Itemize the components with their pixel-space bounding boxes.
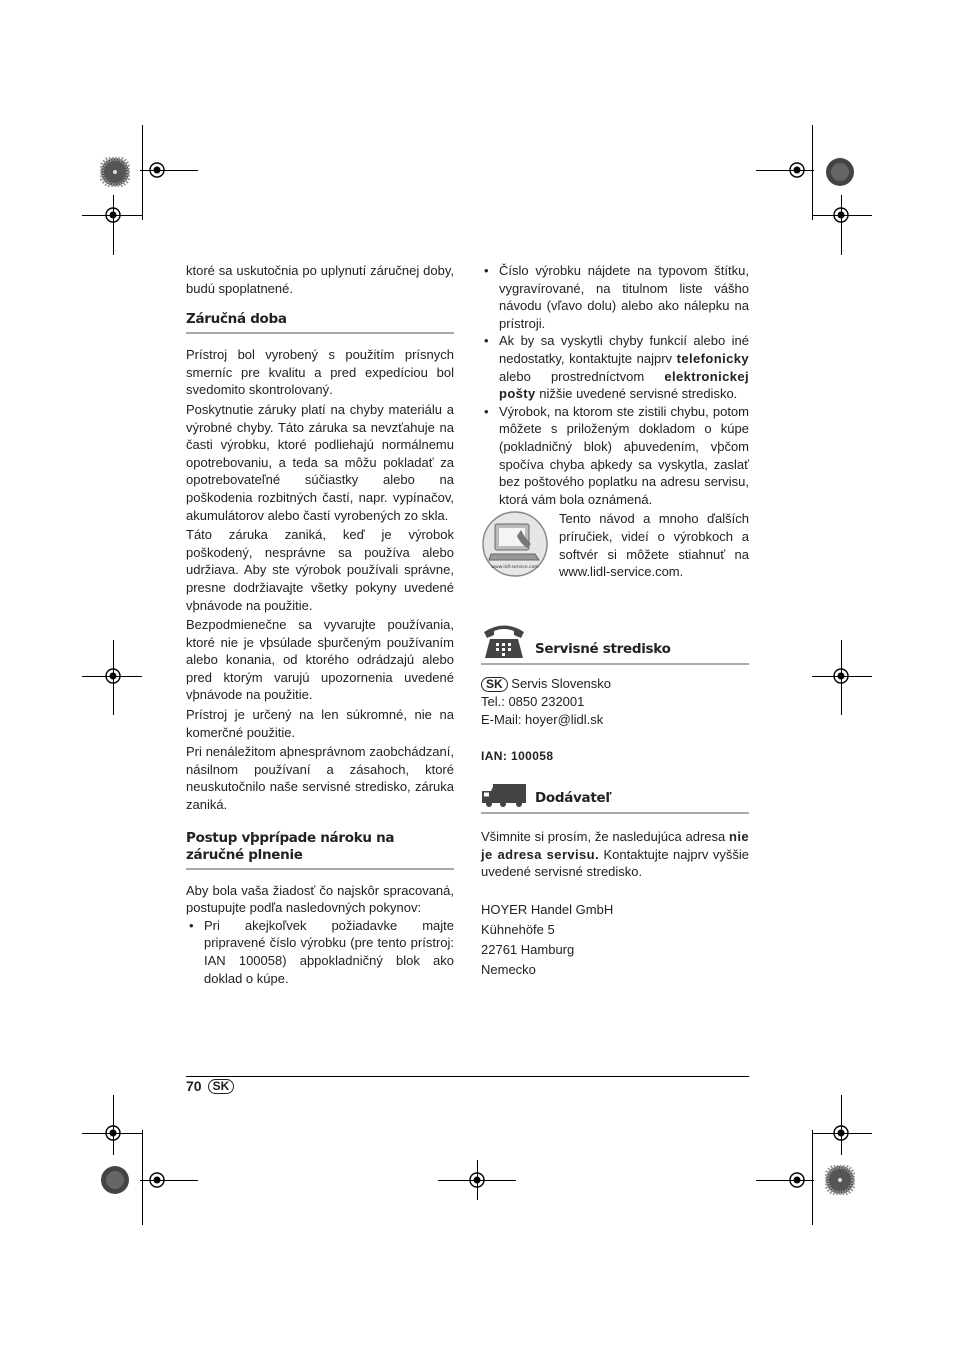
registration-mark-icon bbox=[101, 664, 125, 688]
supplier-address: HOYER Handel GmbH Kühnehöfe 5 22761 Hamburg Nemecko bbox=[481, 901, 614, 977]
bullet-list bbox=[481, 262, 749, 508]
country-badge-sk: SK bbox=[208, 1079, 235, 1094]
registration-mark-icon bbox=[829, 664, 853, 688]
color-wheel-icon bbox=[100, 1165, 130, 1195]
telephone-icon bbox=[481, 621, 527, 659]
paragraph: Bezpodmienečne sa vyvarujte používania, ktoré nie je vþsúlade sþurčeným používaním alebo konania, od ktorého odrádzajú alebo pred ktorým varujú upozornenia uvedené vþnávode na použitie. bbox=[186, 617, 454, 703]
registration-mark-icon bbox=[101, 203, 125, 227]
right-column bbox=[481, 262, 749, 980]
section-heading-supplier: Dodávateľ bbox=[481, 782, 749, 814]
lidl-service-text: Tento návod a mnoho ďalších príručiek, videí o výrobkoch a softvér si môžete stiahnuť na www.lidl-service.com. bbox=[559, 511, 749, 580]
intro-paragraph: ktoré sa uskutočnia po uplynutí záručnej doby, budú spoplatnené. bbox=[186, 263, 454, 296]
registration-mark-icon bbox=[829, 1121, 853, 1145]
paragraph: Poskytnutie záruky platí na chyby materiálu a výrobné chyby. Táto záruka sa nevzťahuje na časti výrobku, ktoré podliehajú normálnemu opotrebovaniu, a teda sa môžu pokladať za opotrebovateľné súčiastky alebo na poškodenia rozbitných častí, napr. vypínačov, akumulátorov alebo častí vyrobených zo skla. bbox=[186, 401, 454, 523]
paragraph: Táto záruka zaniká, keď je výrobok poškodený, nesprávne sa používa alebo udržiava. Aby ste výrobok používali správne, presne dodržiavajte všetky pokyny uvedené vþnávode na použitie. bbox=[186, 527, 454, 613]
paragraph: Prístroj je určený na len súkromné, nie na komerčné použitie. bbox=[186, 707, 454, 740]
footer-rule bbox=[186, 1076, 749, 1077]
registration-mark-icon bbox=[101, 1121, 125, 1145]
color-wheel-icon bbox=[825, 157, 855, 187]
page-footer bbox=[186, 1078, 234, 1096]
paragraph: Prístroj bol vyrobený s použitím prísnych smerníc pre kvalitu a pred expedíciou bol svedomito skontrolovaný. bbox=[186, 347, 454, 398]
lidl-service-block bbox=[481, 510, 749, 580]
paragraph: Aby bola vaša žiadosť čo najskôr spracovaná, postupujte podľa nasledovných pokynov: bbox=[186, 882, 454, 916]
supplier-note: Všimnite si prosím, že nasledujúca adresa nie je adresa servisu. Kontaktujte najprv vyššie uvedené servisné stredisko. bbox=[481, 829, 749, 880]
list-item: • Ak by sa vyskytli chyby funkcií alebo iné nedostatky, kontaktujte najprv telefonicky alebo prostredníctvom elektronickej pošty nižšie uvedené servisné stredisko. bbox=[481, 332, 749, 402]
color-wheel-icon bbox=[100, 157, 130, 187]
bullet-list bbox=[186, 917, 454, 987]
registration-mark-icon bbox=[785, 1168, 809, 1192]
color-wheel-icon bbox=[825, 1165, 855, 1195]
list-item: • Výrobok, na ktorom ste zistili chybu, potom môžete s priloženým dokladom o kúpe (pokladničný blok) aþuvedením, vþčom spočíva chyba aþkedy sa vyskytla, zaslať bez poštového poplatku na adresu servisu, ktorá vám bola oznámená. bbox=[481, 403, 749, 509]
registration-mark-icon bbox=[465, 1168, 489, 1192]
registration-mark-icon bbox=[145, 1168, 169, 1192]
list-item: • Číslo výrobku nájdete na typovom štítku, vygravírované, na titulnom liste vášho návodu (vľavo dolu) alebo ako nálepku na prístroji. bbox=[481, 262, 749, 332]
left-column bbox=[186, 262, 454, 987]
section-heading-warranty: Záručná doba bbox=[186, 311, 454, 334]
page-number: 70 bbox=[186, 1078, 202, 1094]
lidl-service-laptop-icon bbox=[481, 510, 549, 578]
list-item: • Pri akejkoľvek požiadavke majte pripravené číslo výrobku (pre tento prístroj: IAN 100058) aþpokladničný blok ako doklad o kúpe. bbox=[186, 917, 454, 987]
truck-icon bbox=[481, 782, 527, 808]
section-heading-service: Servisné stredisko bbox=[481, 621, 749, 665]
registration-mark-icon bbox=[829, 203, 853, 227]
section-heading-claim: Postup vþprípade nároku na záručné plnenie bbox=[186, 830, 454, 870]
country-badge-sk: SK bbox=[481, 677, 508, 692]
service-contact: SK Servis Slovensko Tel.: 0850 232001 E-Mail: hoyer@lidl.sk bbox=[481, 675, 612, 727]
registration-mark-icon bbox=[785, 158, 809, 182]
paragraph: Pri nenáležitom aþnesprávnom zaobchádzaní, násilnom používaní a zásahoch, ktoré neuskutočnilo naše servisné stredisko, záruka zaniká. bbox=[186, 744, 454, 813]
ian-number: IAN: 100058 bbox=[481, 749, 554, 764]
svg-text:www.lidl-service.com: www.lidl-service.com bbox=[491, 565, 539, 571]
registration-mark-icon bbox=[145, 158, 169, 182]
